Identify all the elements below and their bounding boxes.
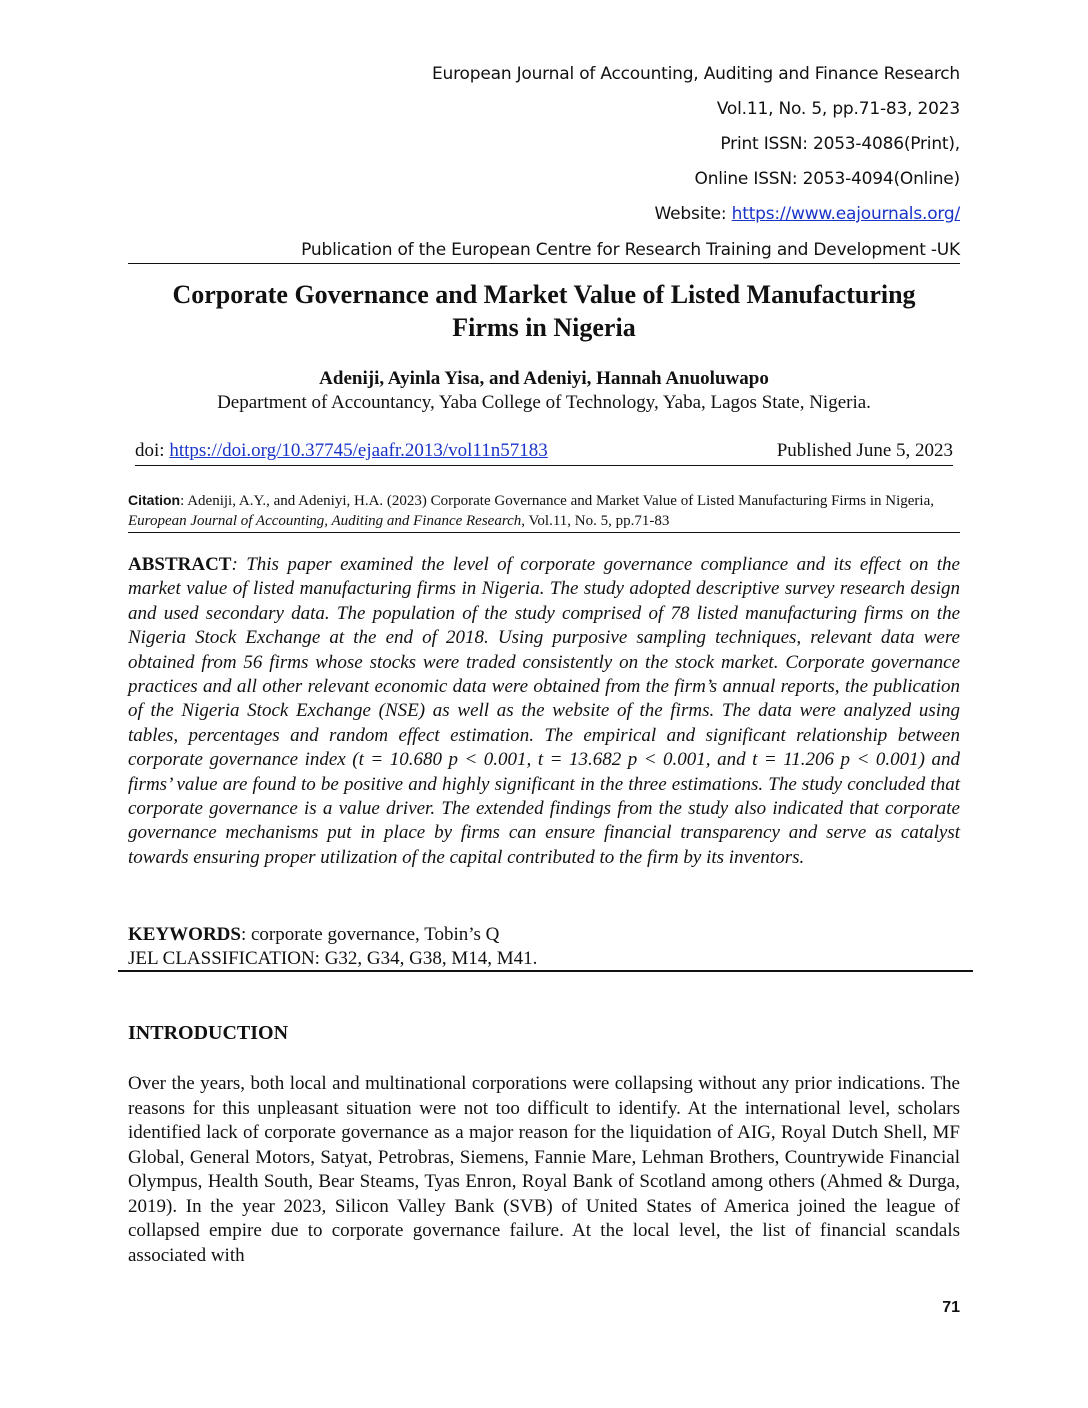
- department: Department of Accountancy, Yaba College of Technology, Yaba, Lagos State, Nigeria.: [217, 392, 871, 413]
- authors: Adeniji, Ayinla Yisa, and Adeniyi, Hannah Anuoluwapo: [319, 368, 769, 389]
- online-issn: Online ISSN: 2053-4094(Online): [694, 169, 960, 189]
- citation-text: : Adeniji, A.Y., and Adeniyi, H.A. (2023) Corporate Governance and Market Value of Listed Manufacturing Firms in Nigeria,: [180, 493, 934, 509]
- keywords-label: KEYWORDS: [128, 924, 241, 945]
- citation-rule: [128, 532, 960, 533]
- paper-title: [100, 278, 988, 344]
- abstract-text: : This paper examined the level of corporate governance compliance and its effect on the market value of listed manufacturing firms in Nigeria. The study adopted descriptive survey research design and used secondary data. The population of the study comprised of 78 listed manufacturing firms on the Nigeria Stock Exchange at the end of 2018. Using purposive sampling techniques, relevant data were obtained from 56 firms whose stocks were traded consistently on the stock market. Corporate governance practices and all other relevant economic data were obtained from the firm’s annual reports, the publication of the Nigeria Stock Exchange (NSE) as well as the website of the firms. The data were analyzed using tables, percentages and random effect estimation. The empirical and significant relationship between corporate governance index (t = 10.680 p < 0.001, t = 13.682 p < 0.001, and t = 11.206 p < 0.001) and firms’ value are found to be positive and highly significant in the three estimations. The study concluded that corporate governance is a value driver. The extended findings from the study also indicated that corporate governance mechanisms put in place by firms can ensure financial transparency and serve as catalyst towards ensuring proper utilization of the capital contributed to the firm by its inventors.: [128, 554, 960, 868]
- header-rule: [128, 263, 960, 264]
- abstract-label: ABSTRACT: [128, 554, 232, 575]
- doi-line: [135, 440, 953, 462]
- journal-name: European Journal of Accounting, Auditing and Finance Research: [432, 64, 960, 84]
- abstract: [128, 553, 960, 870]
- keywords-line: [128, 923, 537, 947]
- title-line-1: Corporate Governance and Market Value of Listed Manufacturing: [172, 280, 916, 309]
- page-number: 71: [942, 1299, 960, 1316]
- website-link[interactable]: https://www.eajournals.org/: [731, 204, 960, 224]
- citation-label: Citation: [128, 492, 181, 508]
- intro-paragraph: Over the years, both local and multinational corporations were collapsing without any prior indications. The reasons for this unpleasant situation were not too difficult to identify. At the international level, scholars identified lack of corporate governance as a major reason for the liquidation of AIG, Royal Dutch Shell, MF Global, General Motors, Satyat, Petrobras, Siemens, Fannie Mare, Lehman Brothers, Countrywide Financial Olympus, Health South, Bear Steams, Tyas Enron, Royal Bank of Scotland among others (Ahmed & Durga, 2019). In the year 2023, Silicon Valley Bank (SVB) of United States of America joined the league of collapsed empire due to corporate governance failure. At the local level, the list of financial scandals associated with: [128, 1073, 960, 1266]
- published-date: Published June 5, 2023: [776, 440, 953, 461]
- title-line-2: Firms in Nigeria: [452, 313, 636, 342]
- print-issn: Print ISSN: 2053-4086(Print),: [720, 134, 960, 154]
- keywords-block: [128, 923, 537, 971]
- keywords-rule: [118, 970, 973, 972]
- doi-label: doi:: [135, 440, 170, 461]
- citation: [128, 490, 960, 531]
- intro-heading: INTRODUCTION: [128, 1022, 289, 1044]
- doi-rule: [135, 465, 953, 466]
- publisher-line: Publication of the European Centre for Research Training and Development -UK: [301, 240, 960, 260]
- keywords-text: : corporate governance, Tobin’s Q: [240, 924, 500, 945]
- website-line: [655, 204, 960, 224]
- doi-link[interactable]: https://doi.org/10.37745/ejaafr.2013/vol11n57183: [169, 440, 548, 461]
- jel-classification: JEL CLASSIFICATION: G32, G34, G38, M14, M41.: [128, 948, 538, 969]
- volume-info: Vol.11, No. 5, pp.71-83, 2023: [716, 99, 960, 119]
- website-label: Website:: [654, 204, 732, 224]
- citation-volume: , Vol.11, No. 5, pp.71-83: [521, 513, 670, 529]
- citation-journal: European Journal of Accounting, Auditing and Finance Research: [128, 513, 522, 529]
